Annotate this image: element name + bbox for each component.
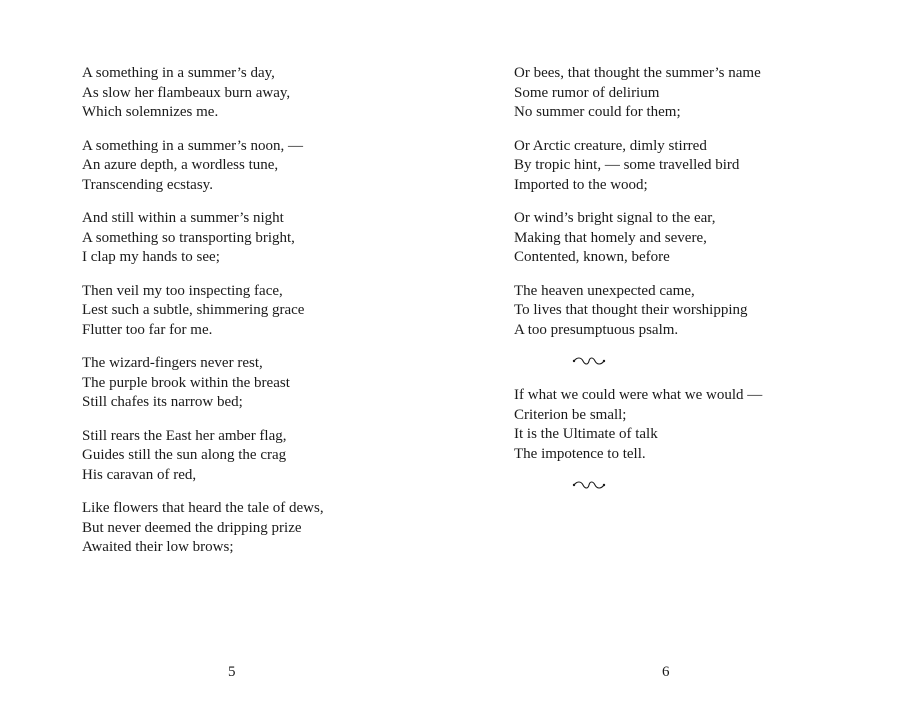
page-number: 5 bbox=[228, 664, 236, 680]
ornament-divider-icon bbox=[514, 478, 664, 492]
stanza bbox=[514, 282, 844, 341]
right-page bbox=[450, 0, 900, 725]
stanza bbox=[82, 64, 412, 123]
poem-line: The impotence to tell. bbox=[514, 445, 646, 462]
poem-line: The heaven unexpected came, bbox=[514, 282, 695, 299]
poem-text-right bbox=[514, 64, 844, 510]
poem-line: But never deemed the dripping prize bbox=[82, 519, 302, 536]
poem-line: If what we could were what we would — bbox=[514, 387, 763, 403]
poem-line: It is the Ultimate of talk bbox=[514, 426, 658, 442]
stanza bbox=[514, 64, 844, 123]
poem-line: Which solemnizes me. bbox=[82, 104, 219, 120]
poem-line: Like flowers that heard the tale of dews, bbox=[82, 500, 324, 516]
poem-line: A too presumptuous psalm. bbox=[514, 321, 679, 338]
poem-line: A something in a summer’s noon, — bbox=[82, 137, 303, 154]
stanza bbox=[82, 137, 412, 196]
poem-line: No summer could for them; bbox=[514, 104, 681, 120]
stanza bbox=[82, 354, 412, 413]
poem-line: Or bees, that thought the summer’s name bbox=[514, 65, 761, 81]
poem-line: Lest such a subtle, shimmering grace bbox=[82, 302, 305, 318]
poem-text-left bbox=[82, 64, 412, 572]
poem-line: An azure depth, a wordless tune, bbox=[82, 157, 279, 173]
poem-line: Imported to the wood; bbox=[514, 176, 648, 193]
poem-line: And still within a summer’s night bbox=[82, 210, 284, 226]
poem-line: The wizard-fingers never rest, bbox=[82, 355, 263, 371]
poem-line: As slow her flambeaux burn away, bbox=[82, 84, 291, 101]
stanza bbox=[514, 209, 844, 268]
stanza bbox=[514, 137, 844, 196]
stanza bbox=[82, 499, 412, 558]
poem-line: The purple brook within the breast bbox=[82, 374, 290, 391]
poem-line: A something so transporting bright, bbox=[82, 229, 295, 246]
poem-line: Or wind’s bright signal to the ear, bbox=[514, 210, 716, 226]
stanza bbox=[82, 427, 412, 486]
poem-line: Or Arctic creature, dimly stirred bbox=[514, 137, 707, 154]
poem-line: His caravan of red, bbox=[82, 466, 197, 483]
poem-line: Some rumor of delirium bbox=[514, 84, 660, 101]
poem-line: By tropic hint, — some travelled bird bbox=[514, 157, 740, 173]
poem-line: Awaited their low brows; bbox=[82, 539, 234, 555]
poem-line: Still chafes its narrow bed; bbox=[82, 394, 243, 410]
poem-line: Making that homely and severe, bbox=[514, 229, 707, 246]
poem-line: I clap my hands to see; bbox=[82, 249, 220, 265]
ornament-divider-icon bbox=[514, 354, 664, 368]
stanza bbox=[82, 209, 412, 268]
poem-line: Criterion be small; bbox=[514, 406, 627, 423]
stanza bbox=[82, 282, 412, 341]
poem-line: To lives that thought their worshipping bbox=[514, 302, 748, 318]
poem-line: Transcending ecstasy. bbox=[82, 176, 213, 193]
poem-line: Still rears the East her amber flag, bbox=[82, 427, 287, 444]
stanza bbox=[514, 386, 844, 464]
poem-line: Contented, known, before bbox=[514, 249, 670, 265]
poem-line: Flutter too far for me. bbox=[82, 321, 213, 338]
poem-line: A something in a summer’s day, bbox=[82, 65, 275, 81]
page-number: 6 bbox=[662, 664, 670, 680]
poem-line: Guides still the sun along the crag bbox=[82, 447, 287, 463]
poem-line: Then veil my too inspecting face, bbox=[82, 282, 283, 299]
